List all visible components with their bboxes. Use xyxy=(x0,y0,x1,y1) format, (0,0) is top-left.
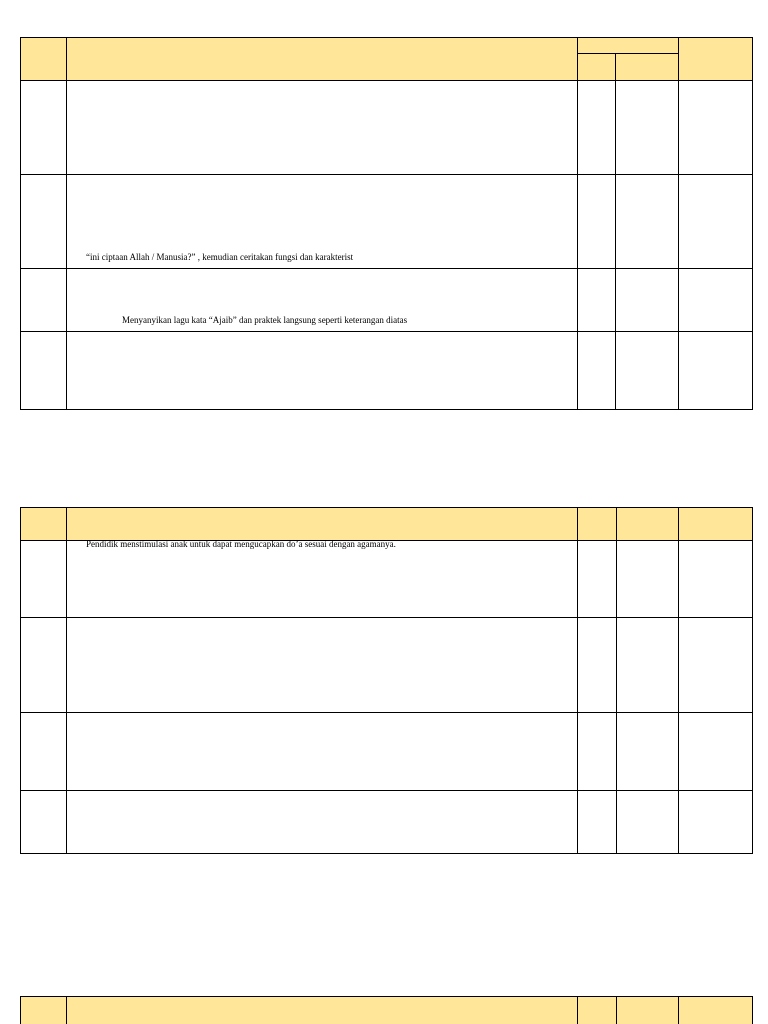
table-1-row-3-col-b xyxy=(615,268,679,332)
table-row xyxy=(20,331,67,410)
table-2-row-2-activity xyxy=(66,617,578,713)
table-1-row-4-col-a xyxy=(577,331,616,410)
table-1-header-sub-cell-1 xyxy=(577,53,616,81)
table-1-row-4-notes xyxy=(678,331,753,410)
table-2-header-col-a xyxy=(577,507,617,541)
table-2-header-no-cell xyxy=(20,507,67,541)
table-1-row-3-activity xyxy=(66,268,578,332)
table-1-row-4-col-b xyxy=(615,331,679,410)
table-2-row-2-col-a xyxy=(577,617,617,713)
table-3-header-col-b xyxy=(616,996,679,1024)
table-row xyxy=(20,540,67,618)
table-2-row-4-col-b xyxy=(616,790,679,854)
table-1-row-1-activity xyxy=(66,80,578,175)
table-1-row-1-col-b xyxy=(615,80,679,175)
table-1-row-1-notes xyxy=(678,80,753,175)
table-1-header-activity-cell xyxy=(66,37,578,81)
table-1-header-no-cell xyxy=(20,37,67,81)
table-3-header-no-cell xyxy=(20,996,67,1024)
table-1-header-notes-cell xyxy=(678,37,753,81)
table-2-row-3-activity xyxy=(66,712,578,791)
table-1-header-group-cell xyxy=(577,37,679,54)
table-1-row-1-col-a xyxy=(577,80,616,175)
table-1-row-2-notes xyxy=(678,174,753,269)
table-2-row-3-notes xyxy=(678,712,753,791)
table-row xyxy=(20,712,67,791)
table-2-row-1-notes xyxy=(678,540,753,618)
table-2-row-1-col-a xyxy=(577,540,617,618)
table-1-row-2-col-b xyxy=(615,174,679,269)
table-row xyxy=(20,268,67,332)
table-3-header-notes-cell xyxy=(678,996,753,1024)
table-2-header-activity-cell xyxy=(66,507,578,541)
table-1-row-3-text: Menyanyikan lagu kata “Ajaib” dan praktek langsung seperti keterangan diatas xyxy=(122,315,408,325)
table-1-row-2-col-a xyxy=(577,174,616,269)
table-2-header-col-b xyxy=(616,507,679,541)
table-1-row-3-col-a xyxy=(577,268,616,332)
table-2-header-notes-cell xyxy=(678,507,753,541)
table-3-header-activity-cell xyxy=(66,996,578,1024)
table-2-row-4-activity xyxy=(66,790,578,854)
table-2-row-1-text: Pendidik menstimulasi anak untuk dapat mengucapkan do’a sesuai dengan agamanya. xyxy=(86,539,396,549)
table-2-row-4-notes xyxy=(678,790,753,854)
table-row xyxy=(20,790,67,854)
table-2-row-2-col-b xyxy=(616,617,679,713)
table-1-row-2-text: “ini ciptaan Allah / Manusia?” , kemudian ceritakan fungsi dan karakterist xyxy=(86,252,354,262)
table-1-row-3-notes xyxy=(678,268,753,332)
table-3-header-col-a xyxy=(577,996,617,1024)
table-1-row-2-activity xyxy=(66,174,578,269)
table-row xyxy=(20,617,67,713)
table-2-row-4-col-a xyxy=(577,790,617,854)
table-row xyxy=(20,174,67,269)
table-1-header-sub-cell-2 xyxy=(615,53,679,81)
table-2-row-1-col-b xyxy=(616,540,679,618)
table-2-row-2-notes xyxy=(678,617,753,713)
table-1-row-4-activity xyxy=(66,331,578,410)
table-2-row-3-col-a xyxy=(577,712,617,791)
table-2-row-1-activity xyxy=(66,540,578,618)
table-2-row-3-col-b xyxy=(616,712,679,791)
table-row xyxy=(20,80,67,175)
